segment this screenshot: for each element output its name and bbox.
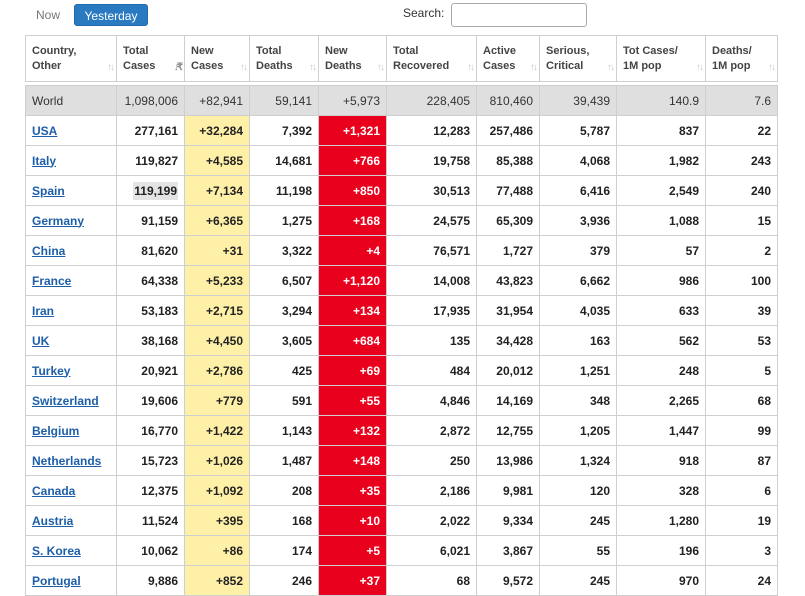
country-link[interactable]: Turkey: [32, 363, 71, 378]
cell-serious: 163: [540, 326, 617, 356]
cell-deaths-1m: 24: [706, 566, 778, 596]
tab-yesterday[interactable]: Yesterday: [74, 4, 148, 26]
cell-serious: 6,662: [540, 266, 617, 296]
cell-new-deaths: +766: [319, 146, 387, 176]
cell-serious: 120: [540, 476, 617, 506]
cell-tot-cases-1m: 1,447: [617, 416, 706, 446]
sort-arrows-icon: ↑↓: [240, 62, 246, 73]
tab-now[interactable]: Now: [35, 8, 60, 22]
world-total-cases: 1,098,006: [117, 86, 185, 116]
cell-new-cases: +1,422: [185, 416, 250, 446]
cell-total-cases: 16,770: [117, 416, 185, 446]
cell-active-cases: 34,428: [477, 326, 540, 356]
cell-active-cases: 9,572: [477, 566, 540, 596]
cell-country: [26, 506, 117, 536]
cell-new-deaths: +35: [319, 476, 387, 506]
country-link[interactable]: Austria: [32, 513, 74, 528]
cell-active-cases: 3,867: [477, 536, 540, 566]
cell-country: [26, 386, 117, 416]
cell-total-deaths: 11,198: [250, 176, 319, 206]
cell-tot-cases-1m: 986: [617, 266, 706, 296]
header-row: [26, 36, 778, 82]
table-row: [26, 206, 778, 236]
cell-total-deaths: 1,487: [250, 446, 319, 476]
country-link[interactable]: China: [32, 243, 66, 258]
search-label: Search:: [403, 6, 445, 20]
cell-total-deaths: 3,605: [250, 326, 319, 356]
cell-active-cases: 13,986: [477, 446, 540, 476]
cell-new-cases: +4,585: [185, 146, 250, 176]
cell-new-deaths: +5: [319, 536, 387, 566]
cell-new-deaths: +10: [319, 506, 387, 536]
cell-total-recovered: 2,186: [387, 476, 477, 506]
cell-serious: 1,251: [540, 356, 617, 386]
cell-total-recovered: 30,513: [387, 176, 477, 206]
cell-new-cases: +6,365: [185, 206, 250, 236]
country-link[interactable]: Netherlands: [32, 453, 102, 468]
cell-serious: 3,936: [540, 206, 617, 236]
cell-country: [26, 566, 117, 596]
cell-country: [26, 296, 117, 326]
cell-total-deaths: 3,294: [250, 296, 319, 326]
cell-active-cases: 31,954: [477, 296, 540, 326]
table-row: [26, 326, 778, 356]
world-serious: 39,439: [540, 86, 617, 116]
cell-total-deaths: 591: [250, 386, 319, 416]
cell-tot-cases-1m: 2,265: [617, 386, 706, 416]
sort-arrows-icon: ↑↓: [107, 62, 113, 73]
cell-country: [26, 476, 117, 506]
cell-deaths-1m: 100: [706, 266, 778, 296]
cell-total-cases: 64,338: [117, 266, 185, 296]
col-deaths-1m[interactable]: Deaths/ 1M pop ↑↓: [706, 36, 778, 82]
table-row: [26, 386, 778, 416]
cell-active-cases: 1,727: [477, 236, 540, 266]
col-country[interactable]: Country, Other ↑↓: [26, 36, 117, 82]
cell-active-cases: 85,388: [477, 146, 540, 176]
sort-arrows-icon: ↑↓: [467, 62, 473, 73]
table-row: [26, 566, 778, 596]
cell-total-deaths: 246: [250, 566, 319, 596]
cell-deaths-1m: 87: [706, 446, 778, 476]
country-link[interactable]: Germany: [32, 213, 85, 228]
highlighted-value: 119,199: [134, 183, 177, 198]
cell-total-recovered: 2,872: [387, 416, 477, 446]
cell-active-cases: 9,334: [477, 506, 540, 536]
cell-total-recovered: 4,846: [387, 386, 477, 416]
sort-arrows-icon: ↑↓: [530, 62, 536, 73]
col-serious-critical[interactable]: Serious, Critical ↑↓: [540, 36, 617, 82]
cell-deaths-1m: 243: [706, 146, 778, 176]
cell-serious: 245: [540, 566, 617, 596]
cell-country: [26, 446, 117, 476]
sort-desc-icon: ↓₹: [173, 62, 181, 73]
cell-total-cases: 15,723: [117, 446, 185, 476]
cell-total-recovered: 14,008: [387, 266, 477, 296]
cell-total-deaths: 425: [250, 356, 319, 386]
country-link[interactable]: Italy: [32, 153, 57, 168]
country-link[interactable]: Canada: [32, 483, 76, 498]
cell-total-recovered: 17,935: [387, 296, 477, 326]
toolbar: [0, 0, 805, 34]
cell-active-cases: 257,486: [477, 116, 540, 146]
cell-tot-cases-1m: 1,280: [617, 506, 706, 536]
cell-total-recovered: 12,283: [387, 116, 477, 146]
cell-total-cases: 119,827: [117, 146, 185, 176]
cell-total-deaths: 1,143: [250, 416, 319, 446]
cell-country: [26, 326, 117, 356]
table-row: [26, 536, 778, 566]
cell-deaths-1m: 53: [706, 326, 778, 356]
country-link[interactable]: Portugal: [32, 573, 81, 588]
cell-country: [26, 146, 117, 176]
table-row: [26, 236, 778, 266]
world-total-deaths: 59,141: [250, 86, 319, 116]
cell-serious: 55: [540, 536, 617, 566]
cell-country: [26, 536, 117, 566]
col-active-cases[interactable]: Active Cases ↑↓: [477, 36, 540, 82]
cell-total-deaths: 6,507: [250, 266, 319, 296]
cell-new-cases: +852: [185, 566, 250, 596]
cell-total-cases: 12,375: [117, 476, 185, 506]
col-new-deaths[interactable]: New Deaths ↑↓: [319, 36, 387, 82]
cell-deaths-1m: 2: [706, 236, 778, 266]
cell-new-deaths: +148: [319, 446, 387, 476]
cell-new-deaths: +132: [319, 416, 387, 446]
cell-serious: 6,416: [540, 176, 617, 206]
cell-total-cases: 20,921: [117, 356, 185, 386]
cell-tot-cases-1m: 562: [617, 326, 706, 356]
cell-total-recovered: 76,571: [387, 236, 477, 266]
cell-tot-cases-1m: 918: [617, 446, 706, 476]
cell-total-recovered: 24,575: [387, 206, 477, 236]
cell-new-cases: +86: [185, 536, 250, 566]
cell-total-cases: 81,620: [117, 236, 185, 266]
sort-arrows-icon: ↑↓: [607, 62, 613, 73]
cell-total-recovered: 484: [387, 356, 477, 386]
country-link[interactable]: Iran: [32, 303, 55, 318]
cell-serious: 1,205: [540, 416, 617, 446]
cell-deaths-1m: 22: [706, 116, 778, 146]
cell-country: [26, 176, 117, 206]
cell-new-cases: +1,026: [185, 446, 250, 476]
cell-country: [26, 236, 117, 266]
cell-new-deaths: +1,321: [319, 116, 387, 146]
cell-country: [26, 116, 117, 146]
cell-deaths-1m: 3: [706, 536, 778, 566]
cell-serious: 379: [540, 236, 617, 266]
cell-new-deaths: +69: [319, 356, 387, 386]
cell-total-deaths: 7,392: [250, 116, 319, 146]
sort-arrows-icon: ↑↓: [309, 62, 315, 73]
cell-total-deaths: 14,681: [250, 146, 319, 176]
cell-total-recovered: 6,021: [387, 536, 477, 566]
cell-active-cases: 20,012: [477, 356, 540, 386]
cell-total-recovered: 68: [387, 566, 477, 596]
cell-deaths-1m: 15: [706, 206, 778, 236]
sort-arrows-icon: ↑↓: [377, 62, 383, 73]
cell-total-cases: [117, 176, 185, 206]
cell-new-deaths: +684: [319, 326, 387, 356]
cell-deaths-1m: 5: [706, 356, 778, 386]
cell-country: [26, 416, 117, 446]
country-link[interactable]: France: [32, 273, 72, 288]
cell-serious: 5,787: [540, 116, 617, 146]
col-total-recovered[interactable]: Total Recovered ↑↓: [387, 36, 477, 82]
country-link[interactable]: Belgium: [32, 423, 80, 438]
cell-tot-cases-1m: 57: [617, 236, 706, 266]
table-row: [26, 146, 778, 176]
cell-new-cases: +395: [185, 506, 250, 536]
cell-new-cases: +32,284: [185, 116, 250, 146]
sort-arrows-icon: ↑↓: [768, 62, 774, 73]
cell-tot-cases-1m: 1,088: [617, 206, 706, 236]
cell-total-cases: 19,606: [117, 386, 185, 416]
country-link[interactable]: USA: [32, 123, 58, 138]
table-row: [26, 296, 778, 326]
cell-total-cases: 53,183: [117, 296, 185, 326]
col-total-deaths[interactable]: Total Deaths ↑↓: [250, 36, 319, 82]
cell-country: [26, 206, 117, 236]
table-row: [26, 116, 778, 146]
cell-active-cases: 9,981: [477, 476, 540, 506]
cell-total-deaths: 1,275: [250, 206, 319, 236]
cell-new-cases: +2,715: [185, 296, 250, 326]
world-deaths-1m: 7.6: [706, 86, 778, 116]
cell-new-cases: +5,233: [185, 266, 250, 296]
sort-arrows-icon: ↑↓: [696, 62, 702, 73]
cell-deaths-1m: 39: [706, 296, 778, 326]
cell-new-deaths: +168: [319, 206, 387, 236]
cell-new-deaths: +55: [319, 386, 387, 416]
cell-tot-cases-1m: 970: [617, 566, 706, 596]
cell-serious: 348: [540, 386, 617, 416]
table-row: [26, 446, 778, 476]
cell-tot-cases-1m: 2,549: [617, 176, 706, 206]
cell-serious: 4,035: [540, 296, 617, 326]
world-row: [26, 86, 778, 116]
cell-new-cases: +1,092: [185, 476, 250, 506]
country-link[interactable]: Spain: [32, 183, 65, 198]
cell-total-cases: 277,161: [117, 116, 185, 146]
search-input[interactable]: [451, 3, 587, 27]
world-total-recovered: 228,405: [387, 86, 477, 116]
cell-tot-cases-1m: 633: [617, 296, 706, 326]
cell-new-cases: +779: [185, 386, 250, 416]
cell-tot-cases-1m: 328: [617, 476, 706, 506]
cell-new-deaths: +134: [319, 296, 387, 326]
cell-new-deaths: +850: [319, 176, 387, 206]
cell-new-deaths: +1,120: [319, 266, 387, 296]
world-label: World: [26, 86, 117, 116]
cell-active-cases: 65,309: [477, 206, 540, 236]
cell-total-recovered: 135: [387, 326, 477, 356]
cell-active-cases: 43,823: [477, 266, 540, 296]
table-row: [26, 506, 778, 536]
world-new-deaths: +5,973: [319, 86, 387, 116]
cell-total-cases: 10,062: [117, 536, 185, 566]
cell-deaths-1m: 19: [706, 506, 778, 536]
cell-total-recovered: 250: [387, 446, 477, 476]
cell-tot-cases-1m: 837: [617, 116, 706, 146]
cell-new-cases: +7,134: [185, 176, 250, 206]
world-active-cases: 810,460: [477, 86, 540, 116]
table-row: [26, 476, 778, 506]
covid-table: [25, 35, 778, 596]
cell-serious: 245: [540, 506, 617, 536]
cell-deaths-1m: 99: [706, 416, 778, 446]
cell-new-deaths: +37: [319, 566, 387, 596]
cell-new-cases: +31: [185, 236, 250, 266]
cell-active-cases: 77,488: [477, 176, 540, 206]
cell-serious: 1,324: [540, 446, 617, 476]
cell-total-deaths: 208: [250, 476, 319, 506]
col-tot-cases-1m[interactable]: Tot Cases/ 1M pop ↑↓: [617, 36, 706, 82]
table-row: [26, 176, 778, 206]
col-new-cases[interactable]: New Cases ↑↓: [185, 36, 250, 82]
cell-total-cases: 11,524: [117, 506, 185, 536]
cell-total-cases: 38,168: [117, 326, 185, 356]
cell-deaths-1m: 68: [706, 386, 778, 416]
cell-deaths-1m: 240: [706, 176, 778, 206]
cell-tot-cases-1m: 1,982: [617, 146, 706, 176]
cell-new-deaths: +4: [319, 236, 387, 266]
cell-total-deaths: 168: [250, 506, 319, 536]
cell-total-cases: 9,886: [117, 566, 185, 596]
cell-tot-cases-1m: 196: [617, 536, 706, 566]
cell-tot-cases-1m: 248: [617, 356, 706, 386]
cell-deaths-1m: 6: [706, 476, 778, 506]
world-new-cases: +82,941: [185, 86, 250, 116]
country-link[interactable]: S. Korea: [32, 543, 81, 558]
cell-serious: 4,068: [540, 146, 617, 176]
cell-total-deaths: 174: [250, 536, 319, 566]
cell-new-cases: +4,450: [185, 326, 250, 356]
col-total-cases[interactable]: Total Cases ↓₹: [117, 36, 185, 82]
cell-active-cases: 14,169: [477, 386, 540, 416]
cell-new-cases: +2,786: [185, 356, 250, 386]
cell-total-deaths: 3,322: [250, 236, 319, 266]
cell-total-recovered: 19,758: [387, 146, 477, 176]
cell-total-recovered: 2,022: [387, 506, 477, 536]
cell-total-cases: 91,159: [117, 206, 185, 236]
table-row: [26, 356, 778, 386]
country-link[interactable]: UK: [32, 333, 50, 348]
world-tot-cases-1m: 140.9: [617, 86, 706, 116]
country-link[interactable]: Switzerland: [32, 393, 99, 408]
table-row: [26, 416, 778, 446]
table-row: [26, 266, 778, 296]
cell-country: [26, 266, 117, 296]
cell-country: [26, 356, 117, 386]
cell-active-cases: 12,755: [477, 416, 540, 446]
